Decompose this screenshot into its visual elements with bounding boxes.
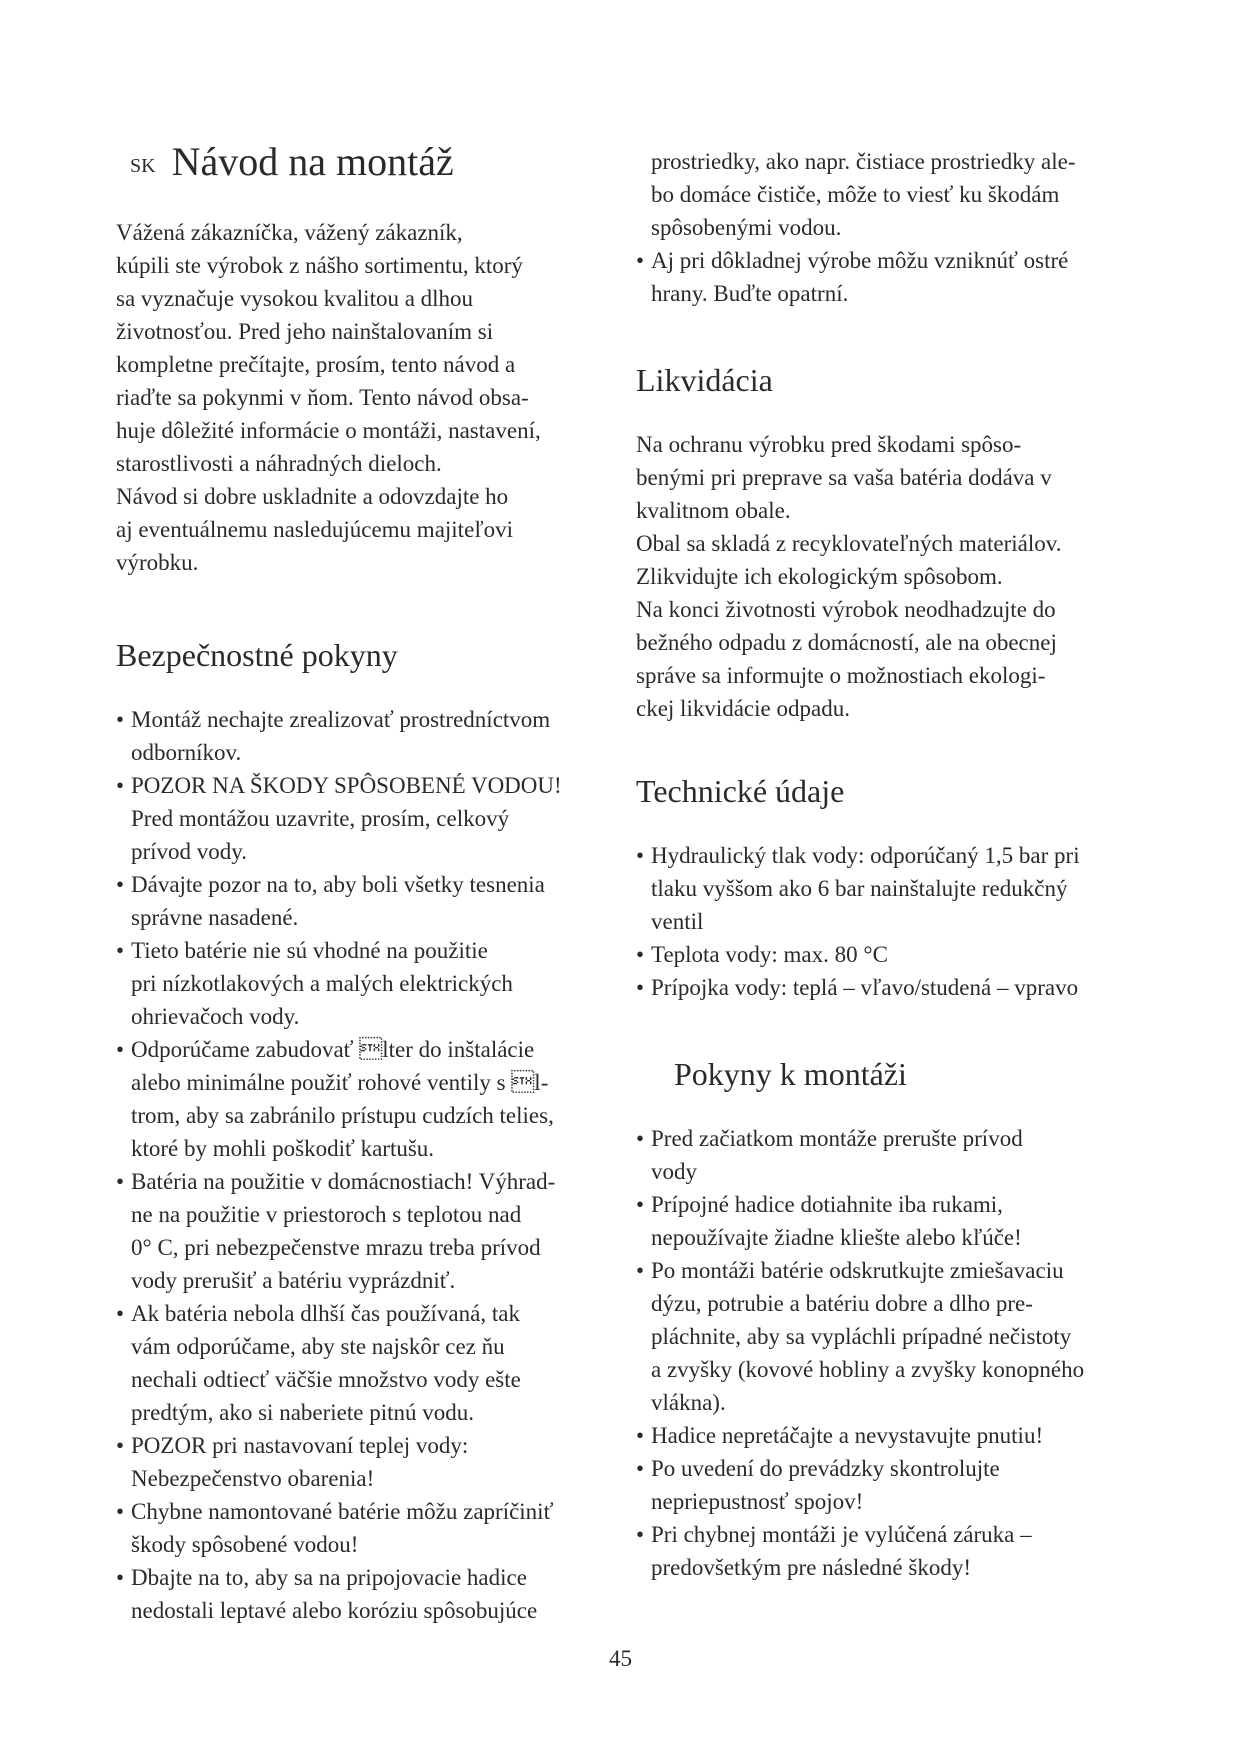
installation-heading: Pokyny k montáži	[674, 1056, 907, 1092]
text-line: riaďte sa pokynmi v ňom. Tento návod obsa-	[116, 385, 529, 410]
list-item-line: vlákna).	[651, 1390, 726, 1415]
list-item	[636, 1518, 1136, 1584]
list-item	[116, 868, 616, 934]
list-item-line: ktoré by mohli poškodiť kartušu.	[131, 1136, 435, 1161]
bullet-icon: •	[116, 1169, 125, 1194]
list-item-line: Po uvedení do prevádzky skontrolujte	[651, 1456, 1000, 1481]
list-item-line: predtým, ako si naberiete pitnú vodu.	[131, 1400, 475, 1425]
list-item-line: Prípojka vody: teplá – vľavo/studená – vpravo	[651, 975, 1079, 1000]
list-item-line: Montáž nechajte zrealizovať prostredníctvom	[131, 707, 551, 732]
bullet-icon: •	[636, 975, 645, 1000]
text-line: Obal sa skladá z recyklovateľných materiálov.	[636, 531, 1062, 556]
list-item-line: Dbajte na to, aby sa na pripojovacie hadice	[131, 1565, 527, 1590]
installation-section	[636, 1054, 1136, 1584]
list-item-line: Prípojné hadice dotiahnite iba rukami,	[651, 1192, 1003, 1217]
text-line: výrobku.	[116, 550, 199, 575]
text-line: kúpili ste výrobok z nášho sortimentu, ktorý	[116, 253, 523, 278]
text-line: aj eventuálnemu nasledujúcemu majiteľovi	[116, 517, 514, 542]
list-item-line: Teplota vody: max. 80 °C	[651, 942, 888, 967]
list-item-line: trom, aby sa zabránilo prístupu cudzích telies,	[131, 1103, 554, 1128]
left-column	[116, 140, 616, 1627]
list-item	[636, 1122, 1136, 1188]
bullet-icon: •	[636, 942, 645, 967]
text-line: spôsobenými vodou.	[651, 215, 842, 240]
text-line: životnosťou. Pred jeho nainštalovaním si	[116, 319, 494, 344]
text-line: prostriedky, ako napr. čistiace prostriedky ale-	[651, 149, 1076, 174]
list-item-line: nepriepustnosť spojov!	[651, 1489, 864, 1514]
bullet-icon: •	[636, 1423, 645, 1448]
list-item	[116, 769, 616, 868]
list-item-line: vám odporúčame, aby ste najskôr cez ňu	[131, 1334, 505, 1359]
bullet-icon: •	[636, 1126, 645, 1151]
list-item-line: nedostali leptavé alebo koróziu spôsobujúce	[131, 1598, 538, 1623]
bullet-icon: •	[116, 1499, 125, 1524]
text-line: sa vyznačuje vysokou kvalitou a dlhou	[116, 286, 474, 311]
list-item-line: Tieto batérie nie sú vhodné na použitie	[131, 938, 488, 963]
text-line: benými pri preprave sa vaša batéria dodáva v	[636, 465, 1052, 490]
list-item-line: POZOR pri nastavovaní teplej vody:	[131, 1433, 469, 1458]
list-item-line: tlaku vyššom ako 6 bar nainštalujte redukčný	[651, 876, 1068, 901]
disposal-section	[636, 360, 1136, 725]
list-item-line: vody	[651, 1159, 697, 1184]
bullet-icon: •	[636, 843, 645, 868]
list-item-line: Pri chybnej montáži je vylúčená záruka –	[651, 1522, 1032, 1547]
list-item	[636, 244, 1136, 310]
list-item-line: ventil	[651, 909, 704, 934]
bullet-icon: •	[116, 1301, 125, 1326]
disposal-text	[636, 428, 1136, 725]
bullet-icon: •	[636, 1456, 645, 1481]
list-item-line: nepoužívajte žiadne kliešte alebo kľúče!	[651, 1225, 1022, 1250]
list-item-line: Dávajte pozor na to, aby boli všetky tesnenia	[131, 872, 545, 897]
text-line: kvalitnom obale.	[636, 498, 791, 523]
list-item-line: alebo minimálne použiť rohové ventily s l-	[131, 1070, 549, 1095]
right-column	[636, 145, 1136, 1584]
list-item	[116, 1165, 616, 1297]
list-item	[116, 1495, 616, 1561]
list-item	[636, 1188, 1136, 1254]
list-item	[636, 938, 1136, 971]
list-item-line: Po montáži batérie odskrutkujte zmiešavaciu	[651, 1258, 1064, 1283]
list-item-line: Chybne namontované batérie môžu zapríčiniť	[131, 1499, 554, 1524]
list-item-line: ohrievačoch vody.	[131, 1004, 300, 1029]
page-number: 45	[609, 1646, 632, 1671]
safety-list	[116, 703, 616, 1627]
list-item-line: predovšetkým pre následné škody!	[651, 1555, 972, 1580]
list-item	[636, 971, 1136, 1004]
text-line: Na ochranu výrobku pred škodami spôso-	[636, 432, 1022, 457]
list-item-line: Aj pri dôkladnej výrobe môžu vzniknúť ostré	[651, 248, 1069, 273]
list-item-line: 0° C, pri nebezpečenstve mrazu treba prívod	[131, 1235, 541, 1260]
disposal-heading: Likvidácia	[636, 362, 773, 398]
list-item-line: Hadice nepretáčajte a nevystavujte pnutiu!	[651, 1423, 1044, 1448]
list-item-line: Nebezpečenstvo obarenia!	[131, 1466, 375, 1491]
page-title	[116, 140, 616, 184]
list-item	[636, 1254, 1136, 1419]
text-line: Na konci životnosti výrobok neodhadzujte do	[636, 597, 1056, 622]
list-item	[636, 839, 1136, 938]
list-item	[636, 1452, 1136, 1518]
bullet-icon: •	[116, 1433, 125, 1458]
list-item-line: Odporúčame zabudovať lter do inštalácie	[131, 1037, 535, 1062]
technical-section	[636, 771, 1136, 1004]
text-line: Zlikvidujte ich ekologickým spôsobom.	[636, 564, 1003, 589]
list-item	[116, 934, 616, 1033]
list-item-line: Pred montážou uzavrite, prosím, celkový	[131, 806, 510, 831]
installation-list	[636, 1122, 1136, 1584]
safety-section	[116, 635, 616, 1627]
language-code: SK	[130, 155, 156, 177]
list-item-line: POZOR NA ŠKODY SPÔSOBENÉ VODOU!	[131, 773, 562, 798]
list-item-line: Batéria na použitie v domácnostiach! Výhrad-	[131, 1169, 556, 1194]
technical-list	[636, 839, 1136, 1004]
safety-continued-list	[636, 244, 1136, 310]
text-line: Vážená zákazníčka, vážený zákazník,	[116, 220, 463, 245]
technical-heading: Technické údaje	[636, 773, 845, 809]
bullet-icon: •	[116, 1037, 125, 1062]
bullet-icon: •	[116, 707, 125, 732]
list-item-line: nechali odtiecť väčšie množstvo vody ešte	[131, 1367, 521, 1392]
safety-continued-text	[636, 145, 1136, 244]
text-line: huje dôležité informácie o montáži, nastavení,	[116, 418, 541, 443]
list-item-line: ne na použitie v priestoroch s teplotou nad	[131, 1202, 522, 1227]
list-item-line: prívod vody.	[131, 839, 248, 864]
list-item-line: Ak batéria nebola dlhší čas používaná, tak	[131, 1301, 520, 1326]
text-line: správe sa informujte o možnostiach ekologi-	[636, 663, 1046, 688]
bullet-icon: •	[116, 938, 125, 963]
list-item-line: správne nasadené.	[131, 905, 299, 930]
list-item-line: a zvyšky (kovové hobliny a zvyšky konopného	[651, 1357, 1085, 1382]
bullet-icon: •	[636, 1522, 645, 1547]
text-line: starostlivosti a náhradných dieloch.	[116, 451, 442, 476]
text-line: ckej likvidácie odpadu.	[636, 696, 850, 721]
text-line: kompletne prečítajte, prosím, tento návod a	[116, 352, 516, 377]
list-item-line: vody prerušiť a batériu vyprázdniť.	[131, 1268, 456, 1293]
title-text: Návod na montáž	[171, 139, 454, 184]
list-item-line: Pred začiatkom montáže prerušte prívod	[651, 1126, 1023, 1151]
text-line: bo domáce čističe, môže to viesť ku škodám	[651, 182, 1060, 207]
list-item-line: odborníkov.	[131, 740, 242, 765]
list-item-line: pri nízkotlakových a malých elektrických	[131, 971, 513, 996]
list-item	[636, 1419, 1136, 1452]
bullet-icon: •	[636, 1258, 645, 1283]
bullet-icon: •	[636, 248, 645, 273]
safety-heading: Bezpečnostné pokyny	[116, 637, 398, 673]
list-item	[116, 1033, 616, 1165]
list-item	[116, 703, 616, 769]
list-item	[116, 1429, 616, 1495]
list-item-line: Hydraulický tlak vody: odporúčaný 1,5 bar pri	[651, 843, 1080, 868]
text-line: bežného odpadu z domácností, ale na obecnej	[636, 630, 1057, 655]
bullet-icon: •	[636, 1192, 645, 1217]
list-item-line: hrany. Buďte opatrní.	[651, 281, 849, 306]
bullet-icon: •	[116, 1565, 125, 1590]
list-item-line: škody spôsobené vodou!	[131, 1532, 359, 1557]
list-item	[116, 1561, 616, 1627]
safety-continued	[636, 145, 1136, 310]
list-item	[116, 1297, 616, 1429]
bullet-icon: •	[116, 872, 125, 897]
list-item-line: dýzu, potrubie a batériu dobre a dlho pre-	[651, 1291, 1033, 1316]
intro-text	[116, 216, 616, 579]
bullet-icon: •	[116, 773, 125, 798]
text-line: Návod si dobre uskladnite a odovzdajte ho	[116, 484, 509, 509]
list-item-line: pláchnite, aby sa vypláchli prípadné nečistoty	[651, 1324, 1072, 1349]
